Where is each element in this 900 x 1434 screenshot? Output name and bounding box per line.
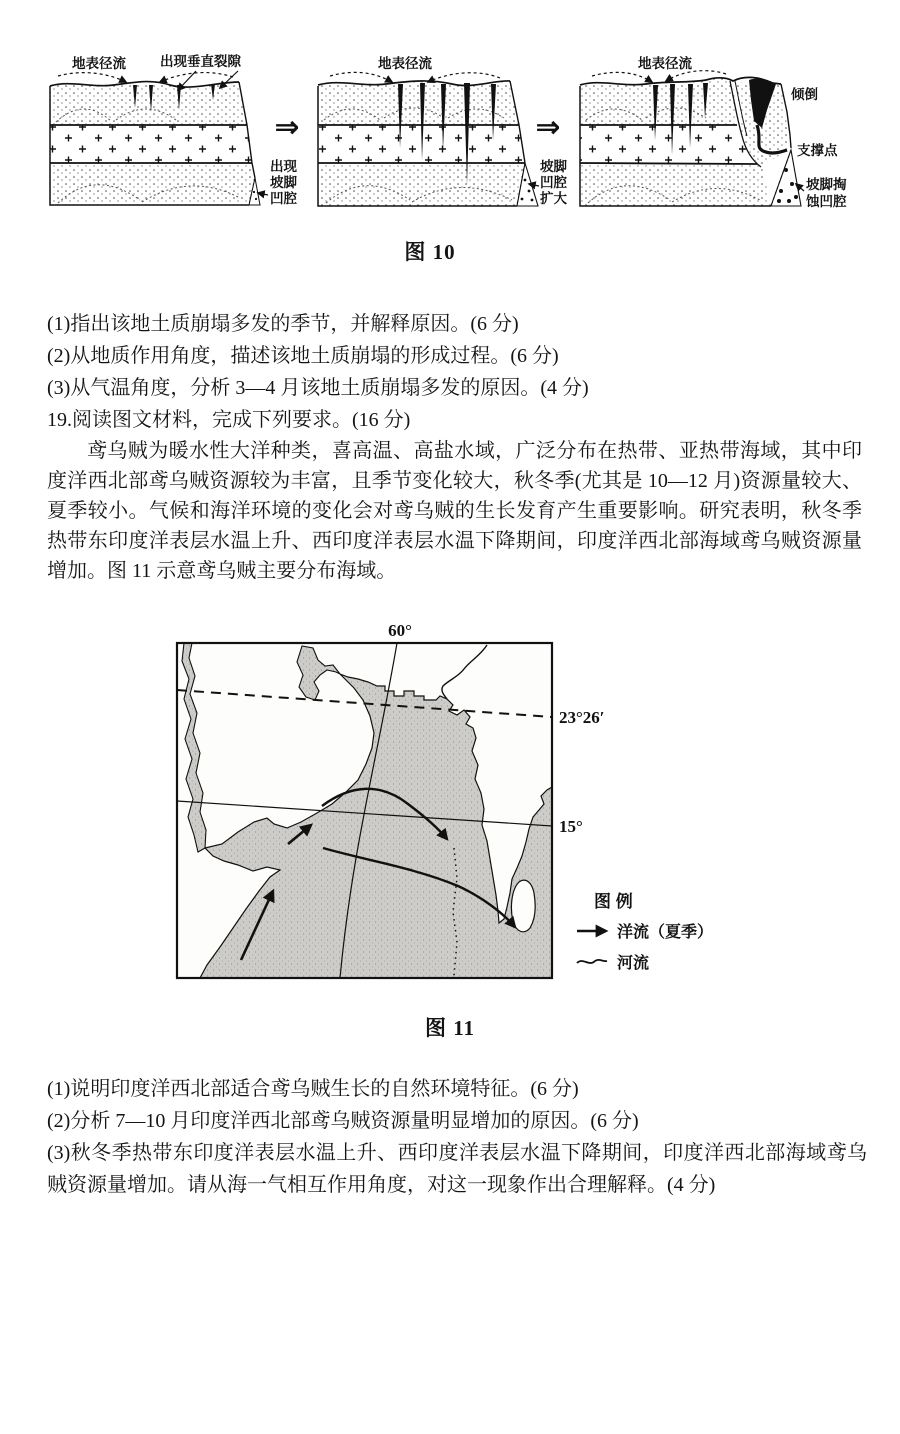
question-item: (3)秋冬季热带东印度洋表层水温上升、西印度洋表层水温下降期间，印度洋西北部海域鸢乌贼资源量增加。请从海一气相互作用角度，对这一现象作出合理解释。(4 分) bbox=[47, 1142, 867, 1196]
stage-arrow-icon-2: ⇒ bbox=[535, 110, 561, 145]
legend-title: 图 例 bbox=[594, 892, 633, 911]
legend-river-label: 河流 bbox=[617, 955, 650, 972]
figure10-caption: 图 10 bbox=[404, 240, 456, 264]
lat15-label: 15° bbox=[559, 817, 583, 836]
stage2-block bbox=[318, 55, 568, 206]
figure11-map bbox=[170, 620, 750, 990]
stage1-cavity-label-line1: 出现 bbox=[270, 159, 297, 174]
stage2-runoff-label: 地表径流 bbox=[378, 56, 432, 71]
stage3-support-label: 支撑点 bbox=[797, 143, 838, 158]
question-item: (2)从地质作用角度，描述该地土质崩塌的形成过程。(6 分) bbox=[47, 345, 559, 367]
stage3-cavity-label-line2: 蚀凹腔 bbox=[806, 194, 847, 209]
river-icon bbox=[577, 960, 607, 963]
stage1-runoff-label: 地表径流 bbox=[72, 56, 126, 71]
stage3-topple-label: 倾倒 bbox=[791, 87, 818, 102]
question19-items bbox=[47, 1073, 867, 1201]
stage3-block bbox=[580, 55, 847, 209]
meridian-label: 60° bbox=[388, 621, 412, 640]
tropic-label: 23°26′ bbox=[559, 708, 605, 727]
stage1-cavity-label-line2: 坡脚 bbox=[270, 175, 297, 190]
stage-arrow-icon-1: ⇒ bbox=[274, 110, 300, 145]
stage2-cavity-label-line1: 坡脚 bbox=[540, 159, 567, 174]
legend-current-label: 洋流（夏季） bbox=[617, 924, 714, 941]
figure11-caption: 图 11 bbox=[424, 1016, 476, 1040]
map-legend bbox=[577, 891, 713, 972]
runoff-arrow-icon bbox=[58, 73, 233, 82]
cavity-leader-arrow-icon bbox=[258, 193, 268, 195]
question-item: (2)分析 7—10 月印度洋西北部鸢乌贼资源量明显增加的原因。(6 分) bbox=[47, 1110, 639, 1132]
question-item: (1)说明印度洋西北部适合鸢乌贼生长的自然环境特征。(6 分) bbox=[47, 1078, 579, 1100]
stage1-cracks-label: 出现垂直裂隙 bbox=[160, 54, 241, 69]
stage2-cavity-label-line2: 凹腔 bbox=[540, 175, 567, 190]
stage1-cavity-label-line3: 凹腔 bbox=[270, 191, 297, 206]
question19-heading: 19.阅读图文材料，完成下列要求。(16 分) bbox=[47, 409, 411, 431]
question18-items bbox=[47, 308, 865, 404]
stage3-runoff-label: 地表径流 bbox=[638, 56, 692, 71]
stage3-cavity-label-line1: 坡脚掏 bbox=[806, 177, 847, 192]
stage1-block bbox=[50, 53, 300, 206]
foot-erosion-cavity bbox=[771, 150, 801, 206]
question-item: (3)从气温角度，分析 3—4 月该地土质崩塌多发的原因。(4 分) bbox=[47, 377, 589, 399]
stage2-cavity-label-line3: 扩大 bbox=[540, 191, 567, 206]
question19-material: 鸢乌贼为暖水性大洋种类，喜高温、高盐水域，广泛分布在热带、亚热带海域，其中印度洋西北部鸢乌贼资源较为丰富，且季节变化较大，秋冬季(尤其是 10—12 月)资源量较大、夏季较小。气候和海洋环境的变化会对鸢乌贼的生长发育产生重要影响。研究表明，秋冬季热带东印度洋表层水温上升、西印度洋表层水温下降期间，印度洋西北部海域鸢乌贼资源量增加。图 11 示意鸢乌贼主要分布海域。 bbox=[47, 440, 862, 582]
figure10-diagram bbox=[0, 0, 900, 232]
sri-lanka-island bbox=[511, 880, 535, 932]
question-item: (1)指出该地土质崩塌多发的季节，并解释原因。(6 分) bbox=[47, 313, 519, 335]
